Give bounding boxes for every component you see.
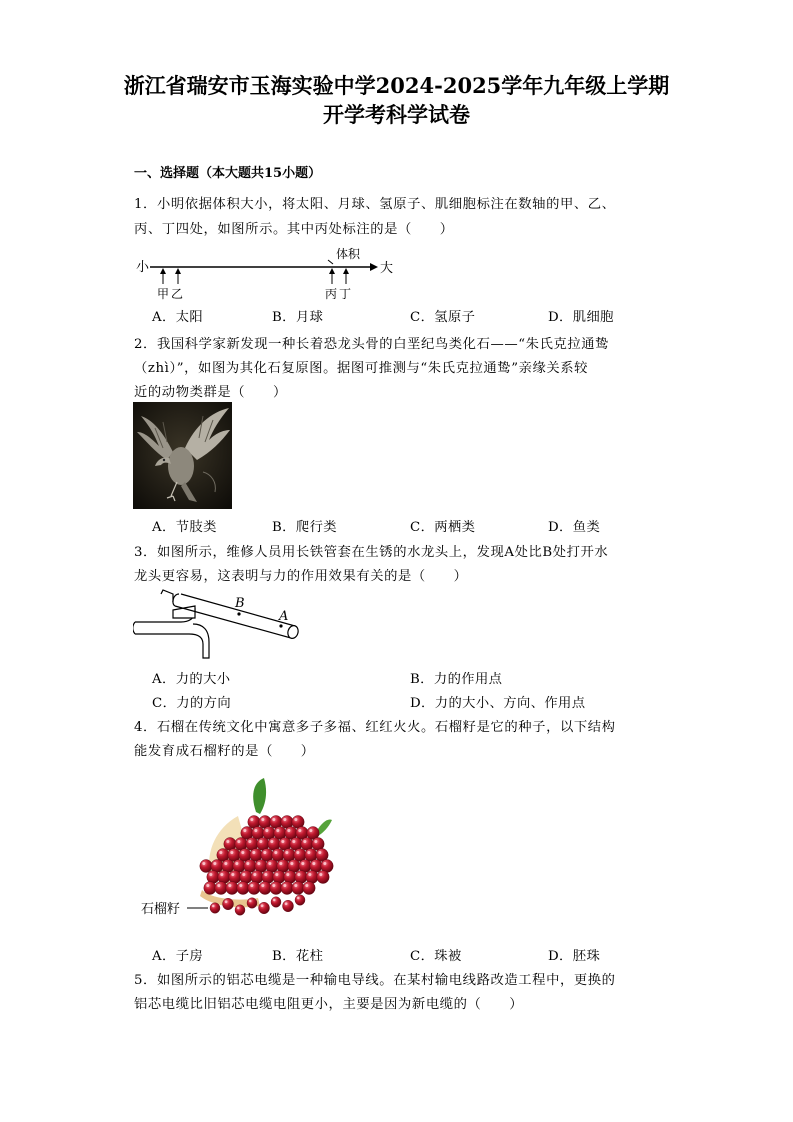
q2-option-a: A．节肢类 [152, 520, 217, 535]
seed-highlight [252, 851, 255, 854]
exam-title-line1: 浙江省瑞安市玉海实验中学2024-2025学年九年级上学期 [123, 73, 670, 98]
seed-highlight [297, 897, 300, 900]
seed-highlight [225, 900, 228, 903]
pomegranate-seed [237, 881, 249, 894]
seed-highlight [276, 829, 279, 832]
seed-highlight [292, 840, 295, 843]
seed-highlight [237, 907, 240, 910]
pomegranate-seed [283, 900, 294, 912]
q1-stem-line1: 1．小明依据体积大小，将太阳、月球、氢原子、肌细胞标注在数轴的甲、乙、 [134, 197, 616, 212]
seed-highlight [309, 829, 312, 832]
seed-highlight [285, 851, 288, 854]
pomegranate-seed [317, 870, 329, 883]
seed-highlight [268, 862, 271, 865]
axis-volume-label: 体积 [336, 247, 361, 261]
q5-stem-line2: 铝芯电缆比旧铝芯电缆电阻更小，主要是因为新电缆的（ ） [134, 997, 524, 1012]
q4-option-b: B．花柱 [272, 949, 324, 964]
seed-highlight [296, 851, 299, 854]
seed-highlight [261, 818, 264, 821]
pomegranate-seed [248, 881, 260, 894]
seed-highlight [217, 884, 220, 887]
seed-highlight [239, 884, 242, 887]
pomegranate-seed [270, 881, 282, 894]
seed-highlight [237, 840, 240, 843]
seed-highlight [264, 873, 267, 876]
pomegranate-seed [259, 881, 271, 894]
q5-stem-line1: 5．如图所示的铝芯电缆是一种输电导线。在某村输电线路改造工程中，更换的 [134, 973, 616, 988]
seed-highlight [263, 851, 266, 854]
q1-stem-line2: 丙、丁四处，如图所示。其中丙处标注的是（ ） [134, 222, 454, 237]
point-a-dot [279, 624, 282, 627]
pomegranate-seed [303, 881, 315, 894]
q4-option-a: A．子房 [152, 949, 204, 964]
seed-highlight [219, 851, 222, 854]
seed-highlight [261, 884, 264, 887]
seed-highlight [283, 818, 286, 821]
pomegranate-seed [200, 859, 212, 872]
q1-number-axis-figure [134, 244, 394, 302]
pomegranate-seed [223, 898, 234, 910]
marker-yi-arrow-icon [175, 268, 181, 274]
seed-highlight [290, 862, 293, 865]
seed-highlight [297, 873, 300, 876]
q3-option-a: A．力的大小 [152, 672, 231, 687]
q1-option-b: B．月球 [272, 310, 324, 325]
seed-highlight [314, 840, 317, 843]
q4-option-c: C．珠被 [410, 949, 462, 964]
seed-label: 石榴籽 [141, 902, 181, 917]
seed-highlight [294, 818, 297, 821]
seed-highlight [274, 851, 277, 854]
seed-highlight [305, 884, 308, 887]
seed-highlight [319, 873, 322, 876]
point-b-dot [237, 612, 240, 615]
q3-faucet-pipe-figure [133, 588, 305, 662]
seed-highlight [285, 902, 288, 905]
seed-highlight [286, 873, 289, 876]
q4-pomegranate-image [140, 772, 360, 922]
seed-highlight [279, 862, 282, 865]
q2-fossil-bird-image [133, 402, 232, 509]
seed-highlight [287, 829, 290, 832]
seed-highlight [250, 884, 253, 887]
q2-option-b: B．爬行类 [272, 520, 337, 535]
seed-highlight [275, 873, 278, 876]
seed-highlight [298, 829, 301, 832]
axis-small-label: 小 [136, 260, 150, 275]
seed-highlight [270, 840, 273, 843]
pomegranate-seed [295, 895, 305, 906]
seed-highlight [226, 840, 229, 843]
seed-highlight [259, 840, 262, 843]
seed-highlight [250, 818, 253, 821]
marker-bing-arrow-icon [329, 268, 335, 274]
seed-highlight [243, 829, 246, 832]
seed-highlight [230, 851, 233, 854]
pomegranate-seed [235, 905, 245, 916]
seed-highlight [212, 905, 215, 908]
seed-highlight [248, 840, 251, 843]
point-a-label: A [279, 609, 289, 624]
seed-highlight [249, 900, 252, 903]
seed-highlight [257, 862, 260, 865]
q1-option-a: A．太阳 [152, 310, 204, 325]
pomegranate-seed [210, 903, 220, 914]
seed-highlight [273, 899, 276, 902]
pomegranate-seed [204, 881, 216, 894]
seed-highlight [231, 873, 234, 876]
seed-highlight [294, 884, 297, 887]
seed-highlight [213, 862, 216, 865]
pomegranate-seed [215, 881, 227, 894]
marker-jia-arrow-icon [160, 268, 166, 274]
seed-highlight [209, 873, 212, 876]
seed-highlight [303, 840, 306, 843]
q2-option-c: C．两栖类 [410, 520, 476, 535]
pomegranate-seed [281, 881, 293, 894]
q2-option-d: D．鱼类 [548, 520, 601, 535]
seed-highlight [241, 851, 244, 854]
pomegranate-seed [226, 881, 238, 894]
q2-stem-line2: （zhì）”，如图为其化石复原图。据图可推测与“朱氏克拉通鸷”亲缘关系较 [134, 361, 589, 376]
label-yi: 乙 [171, 287, 184, 301]
section-heading: 一、选择题（本大题共15小题） [134, 166, 322, 181]
q4-stem-line2: 能发育成石榴籽的是（ ） [134, 744, 315, 759]
axis-big-label: 大 [380, 261, 394, 276]
q3-stem-line1: 3．如图所示，维修人员用长铁管套在生锈的水龙头上，发现A处比B处打开水 [134, 545, 609, 560]
q2-stem-line3: 近的动物类群是（ ） [134, 385, 287, 400]
seed-highlight [224, 862, 227, 865]
q1-option-d: D．肌细胞 [548, 310, 614, 325]
marker-ding-arrow-icon [343, 268, 349, 274]
q3-option-d: D．力的大小、方向、作用点 [410, 696, 586, 711]
pomegranate-seed [247, 898, 257, 909]
exam-title-line2: 开学考科学试卷 [323, 102, 470, 127]
seed-highlight [323, 862, 326, 865]
seed-highlight [307, 851, 310, 854]
pomegranate-seed [292, 881, 304, 894]
seed-highlight [246, 862, 249, 865]
seed-highlight [253, 873, 256, 876]
q3-option-b: B．力的作用点 [410, 672, 503, 687]
pomegranate-seed [271, 897, 281, 908]
seed-highlight [265, 829, 268, 832]
q3-option-c: C．力的方向 [152, 696, 232, 711]
seed-highlight [281, 840, 284, 843]
seed-highlight [228, 884, 231, 887]
q1-option-c: C．氢原子 [410, 310, 476, 325]
seed-highlight [272, 818, 275, 821]
seed-highlight [308, 873, 311, 876]
label-ding: 丁 [339, 287, 352, 301]
q4-option-d: D．胚珠 [548, 949, 601, 964]
point-b-label: B [235, 596, 245, 611]
label-jia: 甲 [157, 287, 170, 301]
seed-highlight [220, 873, 223, 876]
seed-highlight [242, 873, 245, 876]
seed-highlight [235, 862, 238, 865]
seed-highlight [206, 884, 209, 887]
seed-highlight [301, 862, 304, 865]
axis-arrow-icon [370, 263, 378, 271]
label-bing: 丙 [325, 287, 338, 301]
seed-highlight [272, 884, 275, 887]
pomegranate-seed [259, 902, 270, 914]
q3-stem-line2: 龙头更容易，这表明与力的作用效果有关的是（ ） [134, 569, 468, 584]
seed-highlight [261, 904, 264, 907]
seed-highlight [202, 862, 205, 865]
seed-highlight [318, 851, 321, 854]
seed-highlight [254, 829, 257, 832]
q2-stem-line1: 2．我国科学家新发现一种长着恐龙头骨的白垩纪鸟类化石——“朱氏克拉通鸷 [134, 337, 610, 352]
seed-highlight [312, 862, 315, 865]
q4-stem-line1: 4．石榴在传统文化中寓意多子多福、红红火火。石榴籽是它的种子，以下结构 [134, 720, 616, 735]
seed-highlight [283, 884, 286, 887]
